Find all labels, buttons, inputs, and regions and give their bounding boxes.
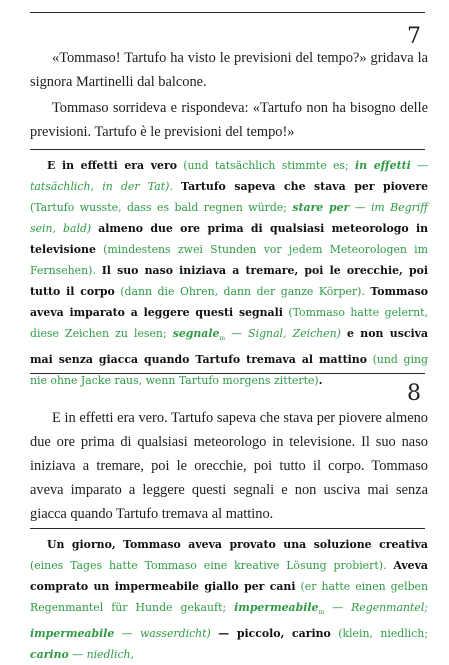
german-gloss: — im Begriff sein, bald)	[30, 201, 428, 235]
vocab-keyword: carino	[30, 648, 69, 662]
german-gloss: (klein, niedlich;	[330, 627, 428, 641]
story-text-7	[30, 46, 428, 144]
gender-tag: m	[219, 335, 226, 343]
vocab-keyword: impermeabile	[234, 601, 319, 614]
gender-tag: m	[318, 609, 325, 617]
german-gloss: (mindestens zwei Stunden vor jedem Meteorologen im Fernsehen).	[30, 243, 428, 277]
sentence-end: .	[318, 374, 323, 388]
vocab-keyword: impermeabile	[30, 627, 115, 641]
german-gloss: — niedlich,	[68, 648, 135, 662]
german-gloss: — tatsächlich, in der Tat).	[30, 159, 428, 193]
italian-sentence: Un giorno, Tommaso aveva provato una soluzione creativa	[47, 538, 428, 551]
gloss-paragraph	[30, 155, 428, 391]
story-gloss-divider-7	[30, 149, 425, 150]
german-gloss: (eines Tages hatte Tommaso eine kreative Lösung probiert).	[30, 559, 394, 572]
german-gloss: — wasserdicht)	[114, 627, 219, 641]
german-gloss: (Tartufo wusste, dass es bald regnen würde;	[30, 201, 293, 214]
german-gloss: — Signal, Zeichen)	[225, 327, 347, 340]
gloss-text-7	[30, 155, 428, 391]
german-gloss: (Tommaso hatte gelernt, diese Zeichen zu lesen;	[30, 306, 428, 340]
top-divider	[30, 12, 425, 13]
italian-sentence: Aveva comprato un impermeabile giallo per cani	[30, 559, 428, 593]
story-paragraph: Tommaso sorrideva e rispondeva: «Tartufo non ha bisogno delle previsioni. Tartufo è le previsioni del tempo!»	[30, 100, 428, 140]
italian-sentence: — piccolo, carino	[218, 627, 331, 641]
german-gloss: (dann die Ohren, dann der ganze Körper).	[114, 285, 371, 298]
italian-sentence: almeno due ore prima di qualsiasi meteorologo in televisione	[30, 222, 428, 256]
gloss-paragraph	[30, 534, 428, 665]
german-gloss: (und ging nie ohne Jacke raus, wenn Tartufo morgens zitterte)	[30, 353, 428, 388]
page-number-7: 7	[407, 24, 421, 49]
story-gloss-divider-8	[30, 528, 425, 529]
italian-sentence: Tommaso aveva imparato a leggere questi segnali	[30, 285, 428, 319]
italian-sentence: Il suo naso iniziava a tremare, poi le orecchie, poi tutto il corpo	[30, 264, 429, 298]
story-paragraph: «Tommaso! Tartufo ha visto le previsioni del tempo?» gridava la signora Martinelli dal balcone.	[30, 50, 428, 90]
vocab-keyword: stare per	[292, 201, 350, 214]
vocab-keyword: in effetti	[355, 159, 411, 172]
page-divider	[30, 373, 425, 374]
german-gloss: (und tatsächlich stimmte es;	[176, 159, 355, 172]
story-text-8	[30, 406, 428, 526]
italian-sentence: Tartufo sapeva che stava per piovere	[181, 180, 428, 193]
italian-sentence: e non usciva mai senza giacca quando Tartufo tremava al mattino	[30, 327, 428, 367]
german-gloss: (er hatte einen gelben Regenmantel für Hunde gekauft;	[30, 580, 429, 614]
story-paragraph: E in effetti era vero. Tartufo sapeva che stava per piovere almeno due ore prima di qualsiasi meteorologo in televisione. Il suo naso iniziava a tremare, poi le orecchie, poi tutto il corpo. Tommaso aveva imparato a leggere questi segnali e non usciva mai senza giacca quando Tartufo tremava al mattino.	[30, 410, 428, 522]
german-gloss: — Regenmantel;	[324, 601, 428, 614]
vocab-keyword: segnale	[172, 327, 220, 340]
italian-sentence: E in effetti era vero	[47, 159, 177, 172]
page-number-8: 8	[407, 381, 421, 406]
gloss-text-8	[30, 534, 428, 665]
